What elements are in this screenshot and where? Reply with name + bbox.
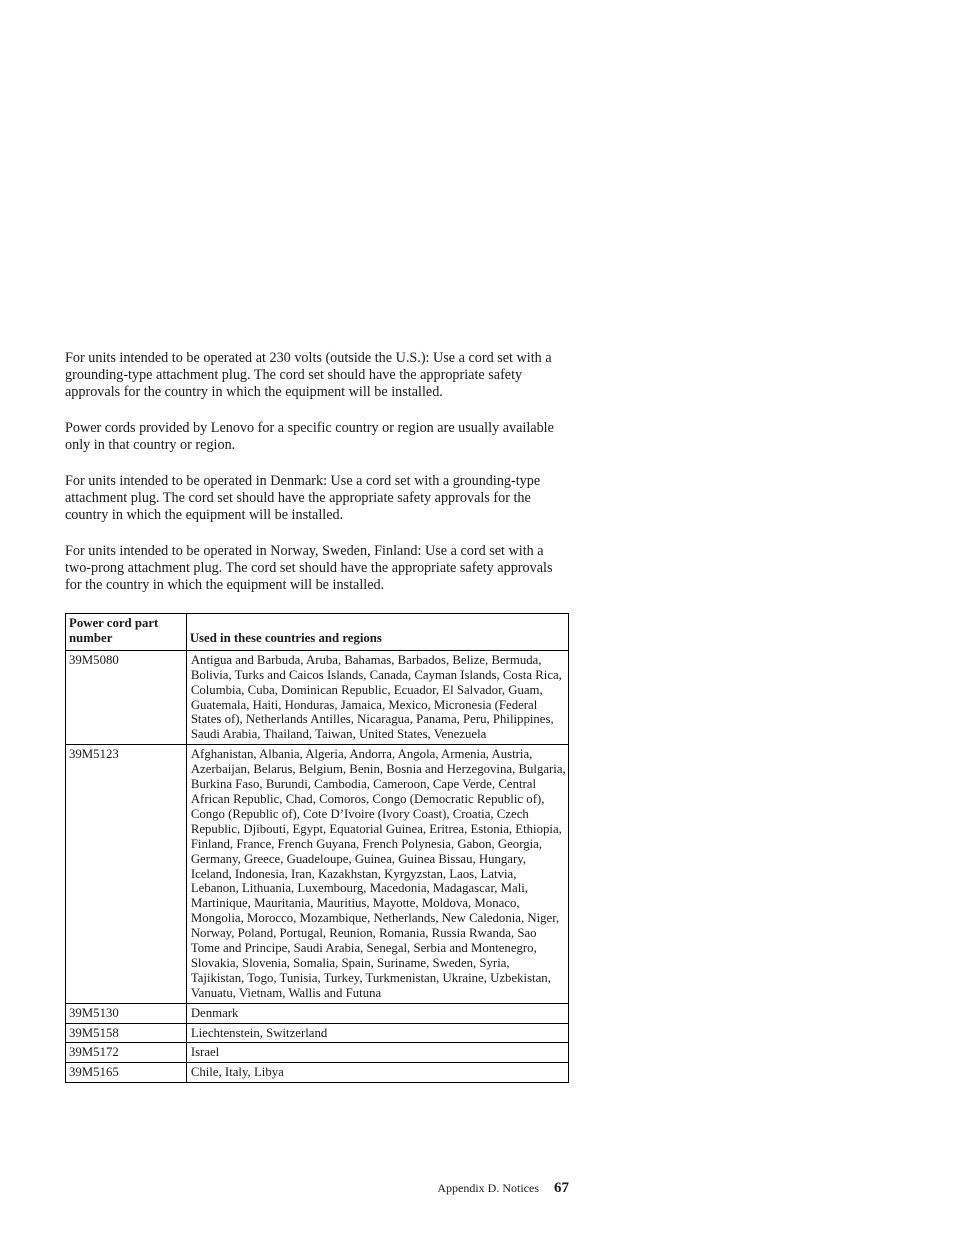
header-countries: Used in these countries and regions [186, 614, 568, 651]
paragraph-230-volts: For units intended to be operated at 230 volts (outside the U.S.): Use a cord set with a grounding-type attachment plug. The cord set should have the appropriate safety approvals for the country in which the equipment will be installed. [65, 350, 552, 400]
countries-cell: Afghanistan, Albania, Algeria, Andorra, Angola, Armenia, Austria, Azerbaijan, Belarus, Belgium, Benin, Bosnia and Herzegovina, Bulgaria, Burkina Faso, Burundi, Cambodia, Cameroon, Cape Verde, Central African Republic, Chad, Comoros, Congo (Democratic Republic of), Congo (Republic of), Cote D’Ivoire (Ivory Coast), Croatia, Czech Republic, Djibouti, Egypt, Equatorial Guinea, Eritrea, Estonia, Ethiopia, Finland, France, French Guyana, French Polynesia, Gabon, Georgia, Germany, Greece, Guadeloupe, Guinea, Guinea Bissau, Hungary, Iceland, Indonesia, Iran, Kazakhstan, Kyrgyzstan, Laos, Latvia, Lebanon, Lithuania, Luxembourg, Macedonia, Madagascar, Mali, Martinique, Mauritania, Mauritius, Mayotte, Moldova, Monaco, Mongolia, Morocco, Mozambique, Netherlands, New Caledonia, Niger, Norway, Poland, Portugal, Reunion, Romania, Russia Rwanda, Sao Tome and Principe, Saudi Arabia, Senegal, Serbia and Montenegro, Slovakia, Slovenia, Somalia, Spain, Suriname, Sweden, Syria, Tajikistan, Togo, Tunisia, Turkey, Turkmenistan, Ukraine, Uzbekistan, Vanuatu, Vietnam, Wallis and Futuna [186, 745, 568, 1003]
part-number-cell: 39M5080 [66, 650, 187, 744]
table-row [66, 1023, 569, 1043]
main-content [65, 350, 569, 1083]
countries-cell: Israel [186, 1043, 568, 1063]
countries-cell: Chile, Italy, Libya [186, 1063, 568, 1083]
page-number: 67 [554, 1180, 569, 1196]
paragraph-lenovo-cords: Power cords provided by Lenovo for a specific country or region are usually available only in that country or region. [65, 420, 554, 453]
paragraph-nordic: For units intended to be operated in Norway, Sweden, Finland: Use a cord set with a two-prong attachment plug. The cord set should have the appropriate safety approvals for the country in which the equipment will be installed. [65, 543, 553, 593]
table-row [66, 1003, 569, 1023]
table-row [66, 1063, 569, 1083]
footer-section-title: Appendix D. Notices [437, 1181, 539, 1195]
table-header-row [66, 614, 569, 651]
table-row [66, 1043, 569, 1063]
table-row [66, 745, 569, 1003]
part-number-cell: 39M5123 [66, 745, 187, 1003]
part-number-cell: 39M5130 [66, 1003, 187, 1023]
part-number-cell: 39M5172 [66, 1043, 187, 1063]
countries-cell: Liechtenstein, Switzerland [186, 1023, 568, 1043]
countries-cell: Denmark [186, 1003, 568, 1023]
table-row [66, 650, 569, 744]
paragraph-denmark: For units intended to be operated in Denmark: Use a cord set with a grounding-type attachment plug. The cord set should have the appropriate safety approvals for the country in which the equipment will be installed. [65, 473, 541, 523]
header-part-number: Power cord part number [66, 614, 187, 651]
part-number-cell: 39M5165 [66, 1063, 187, 1083]
power-cord-table [65, 613, 569, 1083]
countries-cell: Antigua and Barbuda, Aruba, Bahamas, Barbados, Belize, Bermuda, Bolivia, Turks and Caicos Islands, Canada, Cayman Islands, Costa Rica, Columbia, Cuba, Dominican Republic, Ecuador, El Salvador, Guam, Guatemala, Haiti, Honduras, Jamaica, Mexico, Micronesia (Federal States of), Netherlands Antilles, Nicaragua, Panama, Peru, Philippines, Saudi Arabia, Thailand, Taiwan, United States, Venezuela [186, 650, 568, 744]
part-number-cell: 39M5158 [66, 1023, 187, 1043]
page-footer [65, 1178, 569, 1198]
